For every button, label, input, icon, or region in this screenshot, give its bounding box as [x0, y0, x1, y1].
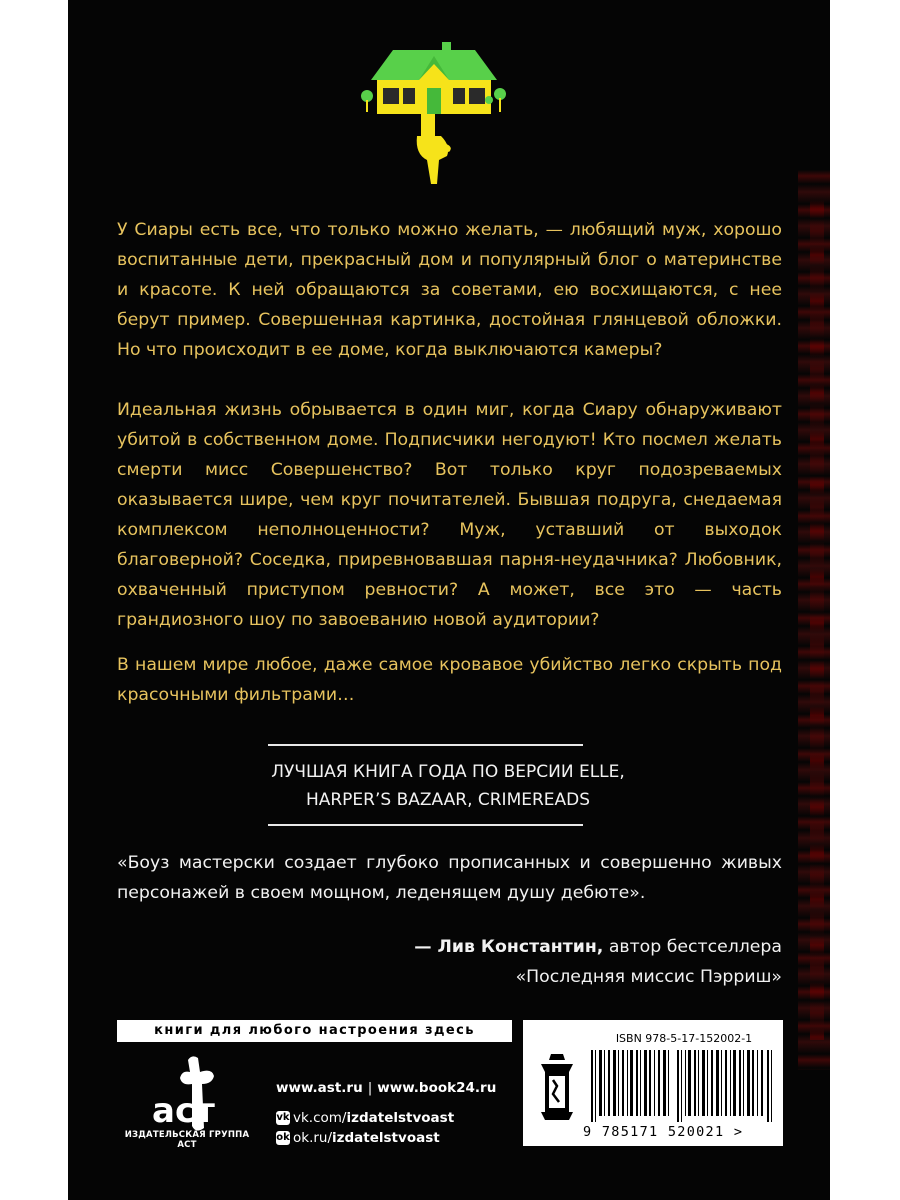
description-paragraph-1: У Сиары есть все, что только можно желать, — любящий муж, хорошо воспитанные дети, прекрасный дом и популярный блог о материнстве и красоте. К ней обращаются за советами, ею восхищаются, с нее берут пример. Совершенная картинка, достойная глянцевой обложки. Но что происходит в ее доме, когда выключаются камеры?: [117, 220, 782, 360]
lantern-icon: [531, 1050, 583, 1130]
house-illustration-icon: [359, 38, 509, 188]
description-paragraph-3: В нашем мире любое, даже самое кровавое убийство легко скрыть под красочными фильтрами…: [117, 655, 782, 705]
barcode-icon: [589, 1050, 775, 1122]
ean-digits: 9 785171 520021 >: [583, 1124, 744, 1140]
book24-website-link[interactable]: www.book24.ru: [377, 1080, 497, 1096]
book-back-cover: [68, 0, 830, 1200]
ok-handle: izdatelstvoast: [332, 1130, 440, 1146]
review-book-title: «Последняя миссис Пэрриш»: [515, 967, 782, 987]
isbn-number: ISBN 978-5-17-152002-1: [615, 1032, 753, 1045]
review-author-role: автор бестселлера: [608, 937, 782, 957]
review-quote: «Боуз мастерски создает глубоко прописанных и совершенно живых персонажей в своем мощном, леденящем душу дебюте».: [117, 853, 782, 903]
vk-icon: vk: [276, 1112, 290, 1123]
ok-link-row[interactable]: [276, 1130, 440, 1146]
award-line-2: HARPER’S BAZAAR, CRIMEREADS: [305, 790, 591, 810]
review-attribution: [182, 932, 782, 962]
publisher-websites: [276, 1080, 496, 1096]
publisher-group-name: ИЗДАТЕЛЬСКАЯ ГРУППА АСТ: [124, 1130, 250, 1150]
ok-icon: ok: [276, 1132, 290, 1143]
award-line-1: ЛУЧШАЯ КНИГА ГОДА ПО ВЕРСИИ ELLE,: [271, 762, 625, 782]
award-divider-top: [268, 744, 583, 746]
ok-prefix: ok.ru/: [293, 1130, 333, 1146]
ast-logo-icon: [130, 1050, 240, 1140]
publisher-tagline: книги для любого настроения здесь: [117, 1020, 512, 1042]
blood-splatter-edge-inner: [810, 200, 824, 1040]
link-separator: |: [367, 1080, 373, 1096]
ast-website-link[interactable]: www.ast.ru: [276, 1080, 363, 1096]
review-author: — Лив Константин,: [414, 937, 604, 957]
award-divider-bottom: [268, 824, 583, 826]
vk-prefix: vk.com/: [293, 1110, 347, 1126]
ast-logo-text: аст: [152, 1091, 215, 1131]
barcode-panel: [523, 1020, 783, 1146]
description-paragraph-2: Идеальная жизнь обрывается в один миг, когда Сиару обнаруживают убитой в собственном доме. Подписчики негодуют! Кто посмел желать смерти мисс Совершенство? Вот только круг подозреваемых оказывается шире, чем круг почитателей. Бывшая подруга, снедаемая комплексом неполноценности? Муж, уставший от выходок благоверной? Соседка, приревновавшая парня-неудачника? Любовник, охваченный приступом ревности? А может, все это — часть грандиозного шоу по завоеванию новой аудитории?: [117, 400, 782, 630]
vk-link-row[interactable]: [276, 1110, 454, 1126]
vk-handle: izdatelstvoast: [346, 1110, 455, 1126]
